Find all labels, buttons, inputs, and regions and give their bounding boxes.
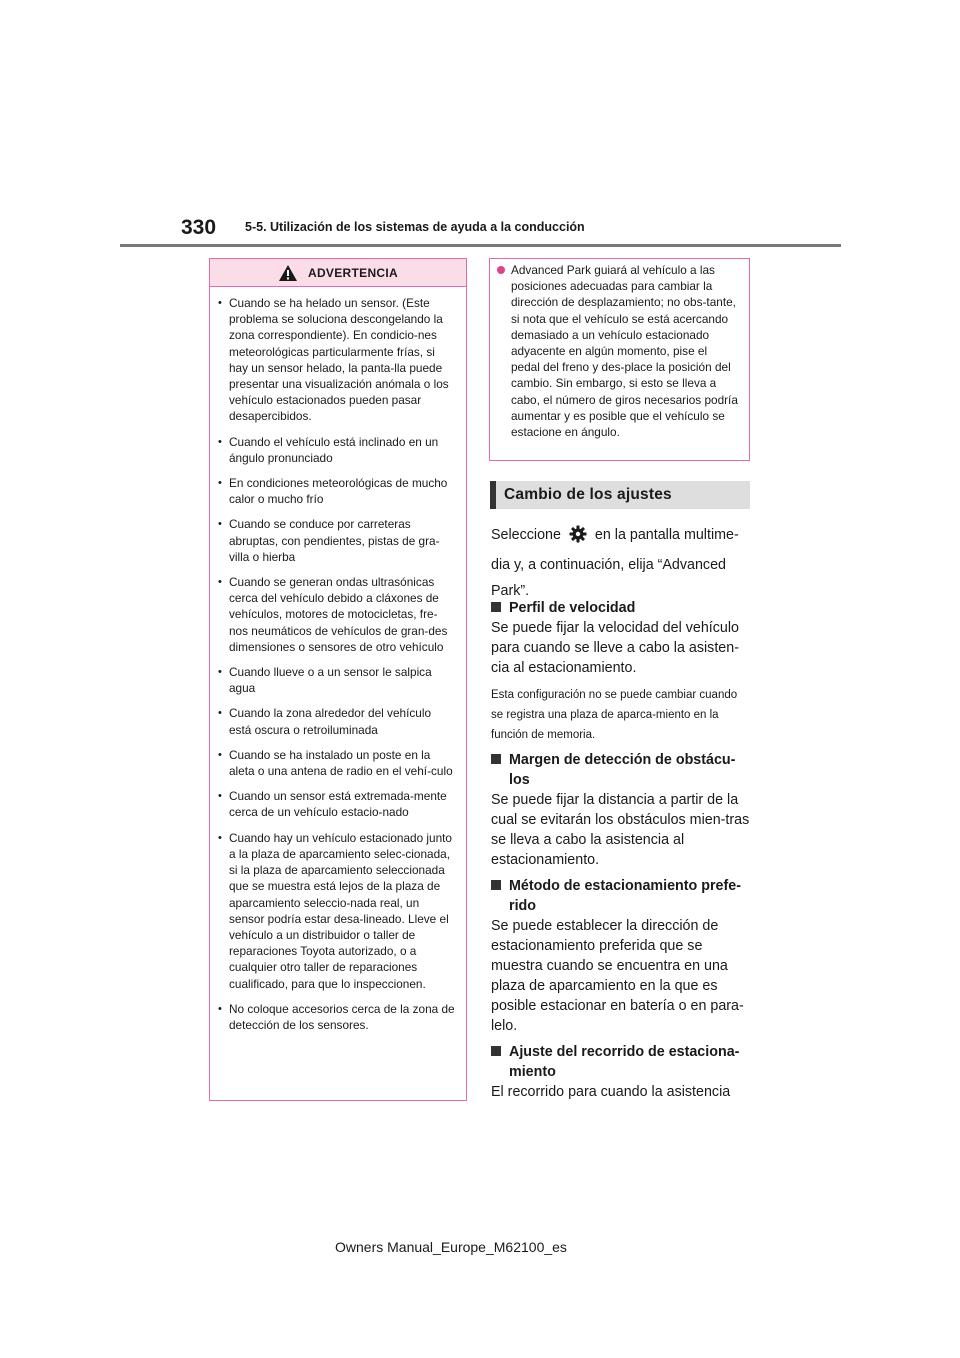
setting-title-text: Método de estacionamiento prefe-rido bbox=[509, 878, 741, 914]
section-title: 5-5. Utilización de los sistemas de ayuda a la conducción bbox=[245, 220, 585, 234]
settings-heading-text: Cambio de los ajustes bbox=[504, 486, 672, 503]
setting-body: Se puede establecer la dirección de estacionamiento preferida que se muestra cuando se encuentra en una plaza de aparcamiento en la que es posible estacionar en batería o en para-lelo. bbox=[491, 918, 744, 1034]
note-text: Advanced Park guiará al vehículo a las posiciones adecuadas para cambiar la dirección de desplazamiento; no obs-tante, si nota que el vehículo se está acercando demasiado a un vehículo estacionado adyacente en algún momento, pise el pedal del freno y des-place la posición del cambio. Sin embargo, si esto se lleva a cabo, el número de giros necesarios podría aumentar y es posible que el vehículo se estacione en ángulo. bbox=[511, 263, 738, 440]
setting-title bbox=[491, 1042, 753, 1082]
footer-text: Owners Manual_Europe_M62100_es bbox=[335, 1239, 567, 1255]
warning-title: ADVERTENCIA bbox=[308, 265, 398, 280]
gear-icon bbox=[569, 525, 587, 552]
setting-speed-profile bbox=[491, 598, 753, 745]
square-bullet-icon bbox=[491, 754, 501, 764]
setting-title bbox=[491, 876, 753, 916]
note-paragraph bbox=[497, 262, 739, 440]
intro-line-2: dia y, a continuación, elija “Advanced Park”. bbox=[491, 557, 726, 599]
warning-item: • Cuando el vehículo está inclinado en un ángulo pronunciado bbox=[218, 434, 456, 466]
setting-obstacle-margin bbox=[491, 750, 753, 870]
setting-route-adjust bbox=[491, 1042, 753, 1102]
settings-heading bbox=[490, 481, 750, 509]
warning-item: • Cuando hay un vehículo estacionado junto a la plaza de aparcamiento selec-cionada, si la plaza de aparcamiento seleccionada que se muestra está lejos de la plaza de aparcamiento seleccio-nada real, un sensor podría estar desa-lineado. Lleve el vehículo a un distribuidor o taller de reparaciones Toyota autorizado, o a cualquier otro taller de reparaciones cualificado, para que lo inspeccionen. bbox=[218, 830, 456, 992]
setting-title-text: Ajuste del recorrido de estaciona-miento bbox=[509, 1044, 740, 1080]
warning-item: • En condiciones meteorológicas de mucho calor o mucho frío bbox=[218, 475, 456, 507]
setting-body: El recorrido para cuando la asistencia bbox=[491, 1084, 731, 1100]
page-number: 330 bbox=[181, 216, 217, 239]
setting-body: Se puede fijar la distancia a partir de la cual se evitarán los obstáculos mien-tras se lleva a cabo la asistencia al estacionamiento. bbox=[491, 792, 750, 868]
setting-body: Se puede fijar la velocidad del vehículo para cuando se lleve a cabo la asisten-cia al estacionamiento. bbox=[491, 620, 739, 676]
warning-item: • Cuando se generan ondas ultrasónicas cerca del vehículo debido a cláxones de vehículos, motores de motocicletas, fre-nos neumáticos de vehículos de gran-des dimensiones o sensores de otro vehículo bbox=[218, 574, 456, 655]
note-box bbox=[489, 258, 750, 461]
setting-title-text: Margen de detección de obstácu-los bbox=[509, 752, 736, 788]
square-bullet-icon bbox=[491, 880, 501, 890]
intro-after: en la pantalla multime- bbox=[594, 527, 739, 543]
warning-header bbox=[210, 259, 466, 287]
setting-title-text: Perfil de velocidad bbox=[509, 600, 636, 616]
intro-before: Seleccione bbox=[491, 527, 561, 543]
bullet-dot-icon bbox=[497, 266, 505, 274]
setting-title bbox=[491, 750, 753, 790]
warning-item: • Cuando se ha helado un sensor. (Este problema se soluciona descongelando la zona correspondiente). En condicio-nes meteorológicas particularmente frías, si hay un sensor helado, la panta-lla puede presentar una visualización anómala o los vehículo estacionados pueden pasar desapercibidos. bbox=[218, 295, 456, 425]
settings-intro bbox=[491, 522, 753, 604]
square-bullet-icon bbox=[491, 602, 501, 612]
warning-triangle-icon bbox=[278, 264, 298, 282]
setting-note: Esta configuración no se puede cambiar cuando se registra una plaza de aparca-miento en la función de memoria. bbox=[491, 689, 738, 741]
warning-item: • Cuando llueve o a un sensor le salpica agua bbox=[218, 664, 456, 696]
intro-line-1 bbox=[491, 522, 753, 552]
warning-item: • Cuando se ha instalado un poste en la aleta o una antena de radio en el vehí-culo bbox=[218, 747, 456, 779]
warning-item: • Cuando un sensor está extremada-mente cerca de un vehículo estacio-nado bbox=[218, 788, 456, 820]
warning-list bbox=[210, 287, 466, 1033]
warning-item: • No coloque accesorios cerca de la zona de detección de los sensores. bbox=[218, 1001, 456, 1033]
header-rule bbox=[120, 244, 841, 247]
setting-title bbox=[491, 598, 753, 618]
setting-preferred-method bbox=[491, 876, 753, 1036]
square-bullet-icon bbox=[491, 1046, 501, 1056]
warning-item: • Cuando se conduce por carreteras abruptas, con pendientes, pistas de gra-villa o hierba bbox=[218, 516, 456, 565]
warning-box bbox=[209, 258, 467, 1101]
warning-item: • Cuando la zona alrededor del vehículo está oscura o retroiluminada bbox=[218, 705, 456, 737]
